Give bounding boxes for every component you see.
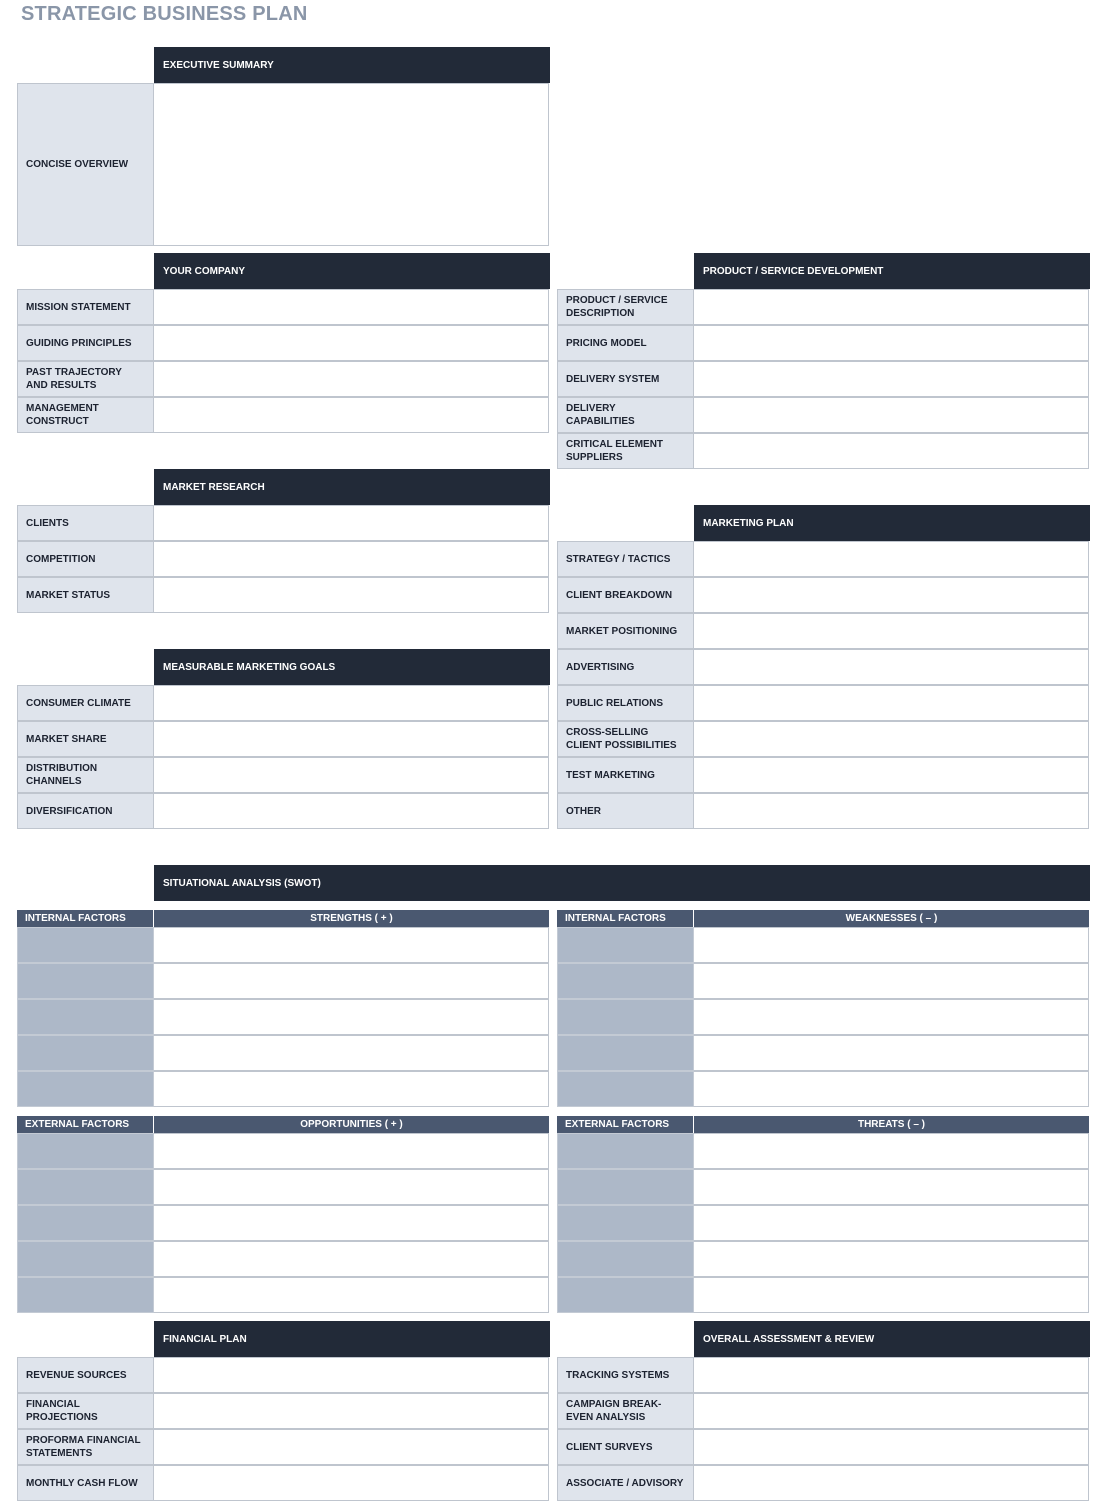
- threats-row: [557, 1241, 1090, 1277]
- opportunities-entry-cell[interactable]: [154, 1169, 549, 1205]
- field-input[interactable]: [154, 1357, 549, 1393]
- form-row-client-surveys: [557, 1429, 1090, 1465]
- field-input[interactable]: [154, 1393, 549, 1429]
- strengths-title: STRENGTHS ( + ): [154, 910, 549, 927]
- strengths-row: [17, 963, 550, 999]
- field-label: REVENUE SOURCES: [17, 1357, 154, 1393]
- strengths-factor-cell[interactable]: [17, 927, 154, 963]
- field-input[interactable]: [694, 649, 1089, 685]
- strengths-factor-cell[interactable]: [17, 999, 154, 1035]
- opportunities-factor-cell[interactable]: [17, 1133, 154, 1169]
- opportunities-factor-cell[interactable]: [17, 1205, 154, 1241]
- field-input[interactable]: [154, 757, 549, 793]
- field-input[interactable]: [694, 433, 1089, 469]
- swot-opportunities-header: [17, 1116, 550, 1133]
- swot-weaknesses-header: [557, 910, 1090, 927]
- threats-row: [557, 1205, 1090, 1241]
- field-label: DISTRIBUTION CHANNELS: [17, 757, 154, 793]
- threats-title: THREATS ( – ): [694, 1116, 1089, 1133]
- field-input[interactable]: [694, 397, 1089, 433]
- field-label: CLIENT BREAKDOWN: [557, 577, 694, 613]
- field-input[interactable]: [154, 541, 549, 577]
- weaknesses-row: [557, 1035, 1090, 1071]
- form-row-associate-advisory: [557, 1465, 1090, 1501]
- section-header-swot: SITUATIONAL ANALYSIS (SWOT): [154, 865, 1090, 901]
- weaknesses-row: [557, 927, 1090, 963]
- form-row-product-service-description: [557, 289, 1090, 325]
- swot-threats-header: [557, 1116, 1090, 1133]
- form-row-financial-projections: [17, 1393, 550, 1429]
- internal-factors-label: INTERNAL FACTORS: [557, 910, 693, 927]
- strengths-factor-cell[interactable]: [17, 1035, 154, 1071]
- field-input[interactable]: [694, 289, 1089, 325]
- field-input[interactable]: [154, 1465, 549, 1501]
- form-row-mission-statement: [17, 289, 550, 325]
- form-row-cross-selling-client-possibilities: [557, 721, 1090, 757]
- field-label: PRICING MODEL: [557, 325, 694, 361]
- threats-entry-cell[interactable]: [694, 1133, 1089, 1169]
- field-label: PAST TRAJECTORY AND RESULTS: [17, 361, 154, 397]
- form-row-market-share: [17, 721, 550, 757]
- threats-entry-cell[interactable]: [694, 1277, 1089, 1313]
- field-label: PROFORMA FINANCIAL STATEMENTS: [17, 1429, 154, 1465]
- field-input[interactable]: [694, 541, 1089, 577]
- form-row-client-breakdown: [557, 577, 1090, 613]
- field-input[interactable]: [694, 1357, 1089, 1393]
- external-factors-label: EXTERNAL FACTORS: [557, 1116, 693, 1133]
- field-label: MANAGEMENT CONSTRUCT: [17, 397, 154, 433]
- strengths-entry-cell[interactable]: [154, 1035, 549, 1071]
- weaknesses-factor-cell[interactable]: [557, 999, 694, 1035]
- field-input[interactable]: [694, 1393, 1089, 1429]
- threats-entry-cell[interactable]: [694, 1169, 1089, 1205]
- field-label: CONSUMER CLIMATE: [17, 685, 154, 721]
- form-row-critical-element-suppliers: [557, 433, 1090, 469]
- field-input[interactable]: [154, 83, 549, 246]
- field-input[interactable]: [694, 685, 1089, 721]
- strengths-entry-cell[interactable]: [154, 1071, 549, 1107]
- field-label: CLIENT SURVEYS: [557, 1429, 694, 1465]
- field-input[interactable]: [154, 793, 549, 829]
- form-row-advertising: [557, 649, 1090, 685]
- section-header-executive-summary: EXECUTIVE SUMMARY: [154, 47, 550, 83]
- weaknesses-factor-cell[interactable]: [557, 1035, 694, 1071]
- field-label: DELIVERY CAPABILITIES: [557, 397, 694, 433]
- section-header-financial-plan: FINANCIAL PLAN: [154, 1321, 550, 1357]
- field-input[interactable]: [694, 361, 1089, 397]
- weaknesses-factor-cell[interactable]: [557, 927, 694, 963]
- form-row-clients: [17, 505, 550, 541]
- field-input[interactable]: [154, 685, 549, 721]
- weaknesses-entry-cell[interactable]: [694, 963, 1089, 999]
- threats-factor-cell[interactable]: [557, 1241, 694, 1277]
- field-input[interactable]: [154, 397, 549, 433]
- form-row-test-marketing: [557, 757, 1090, 793]
- form-row-pricing-model: [557, 325, 1090, 361]
- form-row-tracking-systems: [557, 1357, 1090, 1393]
- field-input[interactable]: [694, 577, 1089, 613]
- form-row-revenue-sources: [17, 1357, 550, 1393]
- field-input[interactable]: [154, 289, 549, 325]
- form-row-strategy-tactics: [557, 541, 1090, 577]
- threats-factor-cell[interactable]: [557, 1205, 694, 1241]
- section-header-measurable-marketing-goals: MEASURABLE MARKETING GOALS: [154, 649, 550, 685]
- field-input[interactable]: [154, 721, 549, 757]
- field-input[interactable]: [694, 1429, 1089, 1465]
- opportunities-entry-cell[interactable]: [154, 1133, 549, 1169]
- threats-entry-cell[interactable]: [694, 1205, 1089, 1241]
- strengths-entry-cell[interactable]: [154, 963, 549, 999]
- form-row-market-status: [17, 577, 550, 613]
- field-input[interactable]: [154, 1429, 549, 1465]
- field-label: COMPETITION: [17, 541, 154, 577]
- form-row-diversification: [17, 793, 550, 829]
- section-header-your-company: YOUR COMPANY: [154, 253, 550, 289]
- field-input[interactable]: [694, 793, 1089, 829]
- field-label: TEST MARKETING: [557, 757, 694, 793]
- field-label: MONTHLY CASH FLOW: [17, 1465, 154, 1501]
- threats-row: [557, 1169, 1090, 1205]
- threats-factor-cell[interactable]: [557, 1133, 694, 1169]
- field-input[interactable]: [694, 1465, 1089, 1501]
- page-title: STRATEGIC BUSINESS PLAN: [21, 3, 308, 25]
- form-row-past-trajectory-and-results: [17, 361, 550, 397]
- opportunities-factor-cell[interactable]: [17, 1277, 154, 1313]
- threats-entry-cell[interactable]: [694, 1241, 1089, 1277]
- weaknesses-row: [557, 1071, 1090, 1107]
- opportunities-row: [17, 1169, 550, 1205]
- weaknesses-factor-cell[interactable]: [557, 963, 694, 999]
- threats-factor-cell[interactable]: [557, 1169, 694, 1205]
- strengths-factor-cell[interactable]: [17, 1071, 154, 1107]
- strengths-row: [17, 927, 550, 963]
- opportunities-factor-cell[interactable]: [17, 1169, 154, 1205]
- form-row-public-relations: [557, 685, 1090, 721]
- form-row-other: [557, 793, 1090, 829]
- strengths-row: [17, 1035, 550, 1071]
- opportunities-entry-cell[interactable]: [154, 1241, 549, 1277]
- field-label: TRACKING SYSTEMS: [557, 1357, 694, 1393]
- form-row-monthly-cash-flow: [17, 1465, 550, 1501]
- field-input[interactable]: [694, 613, 1089, 649]
- opportunities-title: OPPORTUNITIES ( + ): [154, 1116, 549, 1133]
- strengths-row: [17, 1071, 550, 1107]
- weaknesses-title: WEAKNESSES ( – ): [694, 910, 1089, 927]
- weaknesses-entry-cell[interactable]: [694, 1071, 1089, 1107]
- opportunities-entry-cell[interactable]: [154, 1205, 549, 1241]
- form-row-market-positioning: [557, 613, 1090, 649]
- weaknesses-factor-cell[interactable]: [557, 1071, 694, 1107]
- form-row-distribution-channels: [17, 757, 550, 793]
- field-label: ASSOCIATE / ADVISORY: [557, 1465, 694, 1501]
- field-label: CRITICAL ELEMENT SUPPLIERS: [557, 433, 694, 469]
- opportunities-entry-cell[interactable]: [154, 1277, 549, 1313]
- section-header-overall-assessment: OVERALL ASSESSMENT & REVIEW: [694, 1321, 1090, 1357]
- form-row-campaign-break-even-analysis: [557, 1393, 1090, 1429]
- field-input[interactable]: [154, 505, 549, 541]
- opportunities-row: [17, 1133, 550, 1169]
- form-row-proforma-financial-statements: [17, 1429, 550, 1465]
- field-label: MARKET SHARE: [17, 721, 154, 757]
- field-label: FINANCIAL PROJECTIONS: [17, 1393, 154, 1429]
- weaknesses-entry-cell[interactable]: [694, 999, 1089, 1035]
- field-label: GUIDING PRINCIPLES: [17, 325, 154, 361]
- form-row-consumer-climate: [17, 685, 550, 721]
- field-label: MISSION STATEMENT: [17, 289, 154, 325]
- field-label: DIVERSIFICATION: [17, 793, 154, 829]
- field-input[interactable]: [694, 325, 1089, 361]
- section-header-marketing-plan: MARKETING PLAN: [694, 505, 1090, 541]
- form-row-delivery-capabilities: [557, 397, 1090, 433]
- weaknesses-entry-cell[interactable]: [694, 927, 1089, 963]
- field-label: PUBLIC RELATIONS: [557, 685, 694, 721]
- field-input[interactable]: [694, 721, 1089, 757]
- opportunities-row: [17, 1277, 550, 1313]
- form-row-management-construct: [17, 397, 550, 433]
- threats-row: [557, 1133, 1090, 1169]
- threats-factor-cell[interactable]: [557, 1277, 694, 1313]
- field-input[interactable]: [154, 361, 549, 397]
- field-label: CONCISE OVERVIEW: [17, 83, 154, 246]
- field-input[interactable]: [154, 325, 549, 361]
- field-label: STRATEGY / TACTICS: [557, 541, 694, 577]
- field-label: CLIENTS: [17, 505, 154, 541]
- section-header-market-research: MARKET RESEARCH: [154, 469, 550, 505]
- strengths-row: [17, 999, 550, 1035]
- field-label: MARKET POSITIONING: [557, 613, 694, 649]
- weaknesses-entry-cell[interactable]: [694, 1035, 1089, 1071]
- field-label: ADVERTISING: [557, 649, 694, 685]
- internal-factors-label: INTERNAL FACTORS: [17, 910, 153, 927]
- form-row-competition: [17, 541, 550, 577]
- external-factors-label: EXTERNAL FACTORS: [17, 1116, 153, 1133]
- section-header-product-service-development: PRODUCT / SERVICE DEVELOPMENT: [694, 253, 1090, 289]
- weaknesses-row: [557, 963, 1090, 999]
- opportunities-row: [17, 1241, 550, 1277]
- threats-row: [557, 1277, 1090, 1313]
- swot-strengths-header: [17, 910, 550, 927]
- field-input[interactable]: [694, 757, 1089, 793]
- form-row-guiding-principles: [17, 325, 550, 361]
- field-label: MARKET STATUS: [17, 577, 154, 613]
- opportunities-row: [17, 1205, 550, 1241]
- opportunities-factor-cell[interactable]: [17, 1241, 154, 1277]
- field-label: CROSS-SELLING CLIENT POSSIBILITIES: [557, 721, 694, 757]
- form-row-delivery-system: [557, 361, 1090, 397]
- form-row-concise-overview: [17, 83, 550, 246]
- strengths-entry-cell[interactable]: [154, 927, 549, 963]
- field-label: OTHER: [557, 793, 694, 829]
- weaknesses-row: [557, 999, 1090, 1035]
- field-input[interactable]: [154, 577, 549, 613]
- strengths-factor-cell[interactable]: [17, 963, 154, 999]
- field-label: CAMPAIGN BREAK-EVEN ANALYSIS: [557, 1393, 694, 1429]
- field-label: PRODUCT / SERVICE DESCRIPTION: [557, 289, 694, 325]
- field-label: DELIVERY SYSTEM: [557, 361, 694, 397]
- strengths-entry-cell[interactable]: [154, 999, 549, 1035]
